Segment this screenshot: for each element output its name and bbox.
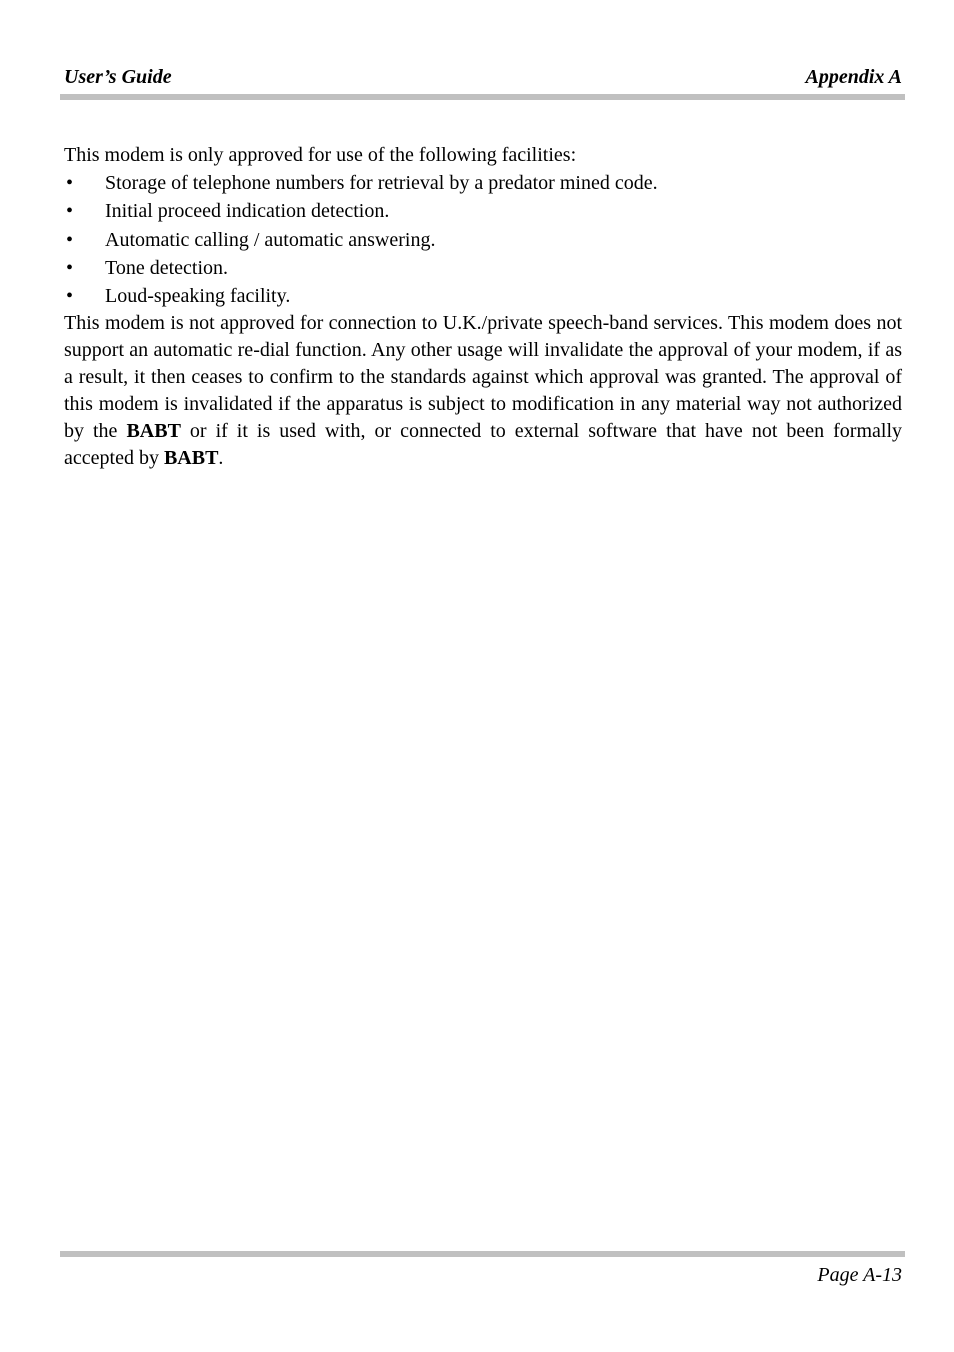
header-title: User’s Guide xyxy=(64,66,172,88)
header-rule xyxy=(60,94,905,100)
list-item xyxy=(64,254,902,282)
intro-text: This modem is only approved for use of the following facilities: xyxy=(64,144,577,166)
bullet-icon: • xyxy=(66,285,74,308)
bullet-icon: • xyxy=(66,172,74,194)
paragraph-text: or if it is used with, or connected to external software that have not been formally accepted by xyxy=(64,420,903,470)
list-item-text: Initial proceed indication detection. xyxy=(105,200,390,223)
page-header xyxy=(64,64,902,90)
list-item xyxy=(64,282,902,310)
paragraph-text: This modem is not approved for connection to U.K./private speech-band services. This modem does not support an automatic re-dial function. Any other usage will invalidate the approval of your modem, if as a result, it then ceases to confirm to the standards against which approval was granted. The approval of this modem is invalidated if the apparatus is subject to modification in any material way not authorized by the xyxy=(64,312,902,443)
page-number: Page A-13 xyxy=(817,1264,902,1286)
bullet-icon: • xyxy=(66,228,74,251)
bullet-icon: • xyxy=(66,200,74,223)
list-item-text: Tone detection. xyxy=(105,256,228,279)
list-item-text: Automatic calling / automatic answering. xyxy=(105,228,436,251)
list-item-text: Loud-speaking facility. xyxy=(105,285,291,308)
list-item-text: Storage of telephone numbers for retrieval by a predator mined code. xyxy=(105,172,658,194)
footer-rule xyxy=(60,1251,905,1257)
page-content xyxy=(64,142,902,472)
facilities-list xyxy=(64,169,902,310)
list-item xyxy=(64,169,902,197)
header-section: Appendix A xyxy=(805,66,902,88)
bullet-icon: • xyxy=(66,256,74,279)
list-item xyxy=(64,197,902,225)
babt-term: BABT xyxy=(126,420,181,443)
list-item xyxy=(64,226,902,254)
babt-term: BABT xyxy=(163,447,219,470)
paragraph-text: . xyxy=(218,447,224,470)
approval-paragraph xyxy=(64,310,902,472)
